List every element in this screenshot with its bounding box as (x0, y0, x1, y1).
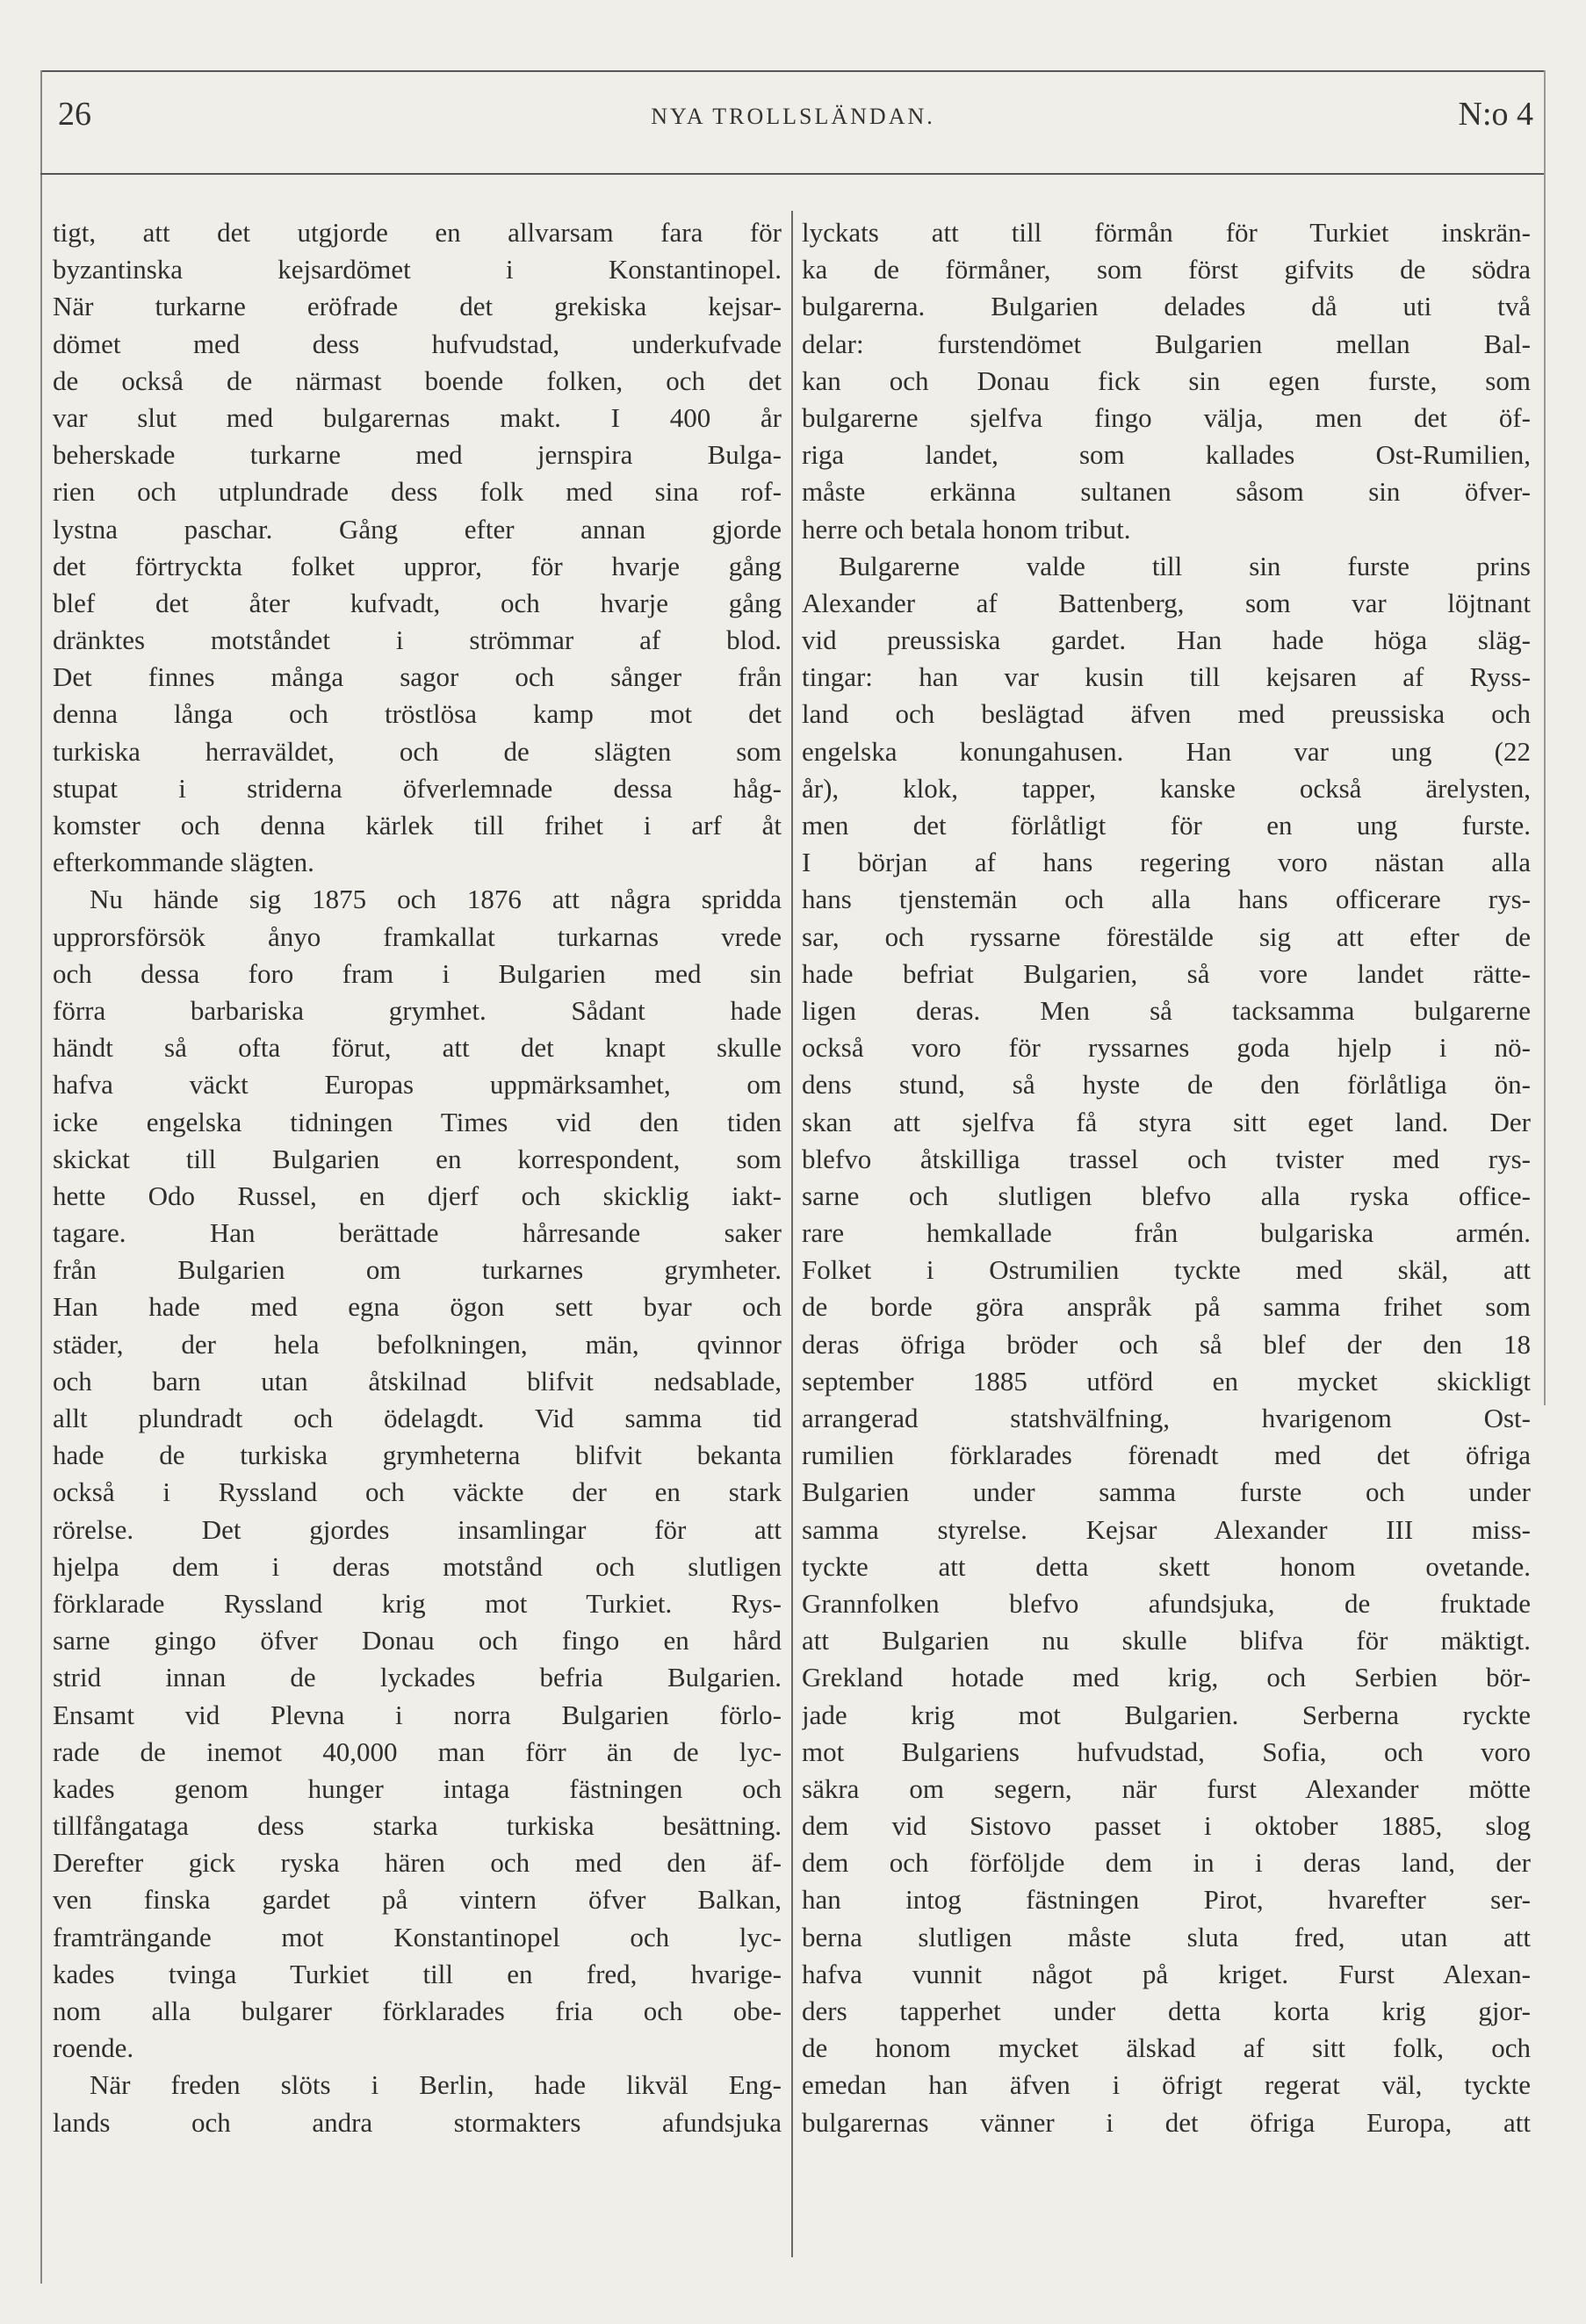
text-line: blefvo åtskilliga trassel och tvister med rys- (802, 1143, 1531, 1174)
text-line: icke engelska tidningen Times vid den tiden (53, 1106, 782, 1137)
text-line: lyckats att till förmån för Turkiet inskrän- (802, 217, 1531, 248)
text-line: de borde göra anspråk på samma frihet som (802, 1291, 1531, 1323)
text-line: skan att sjelfva få styra sitt eget land. Der (802, 1106, 1531, 1137)
text-line: beherskade turkarne med jernspira Bulga- (53, 439, 782, 471)
text-line: bulgarerne sjelfva fingo välja, men det öf- (802, 401, 1531, 433)
text-line: denna långa och tröstlösa kamp mot det (53, 698, 782, 730)
text-line: När turkarne eröfrade det grekiska kejsar- (53, 291, 782, 322)
text-line: Nu hände sig 1875 och 1876 att några spridda (90, 884, 782, 915)
text-line: deras öfriga bröder och så blef der den 18 (802, 1328, 1531, 1360)
text-line: och dessa foro fram i Bulgarien med sin (53, 957, 782, 989)
left-border (40, 70, 42, 2284)
page-number: 26 (58, 96, 91, 133)
text-line: ders tapperhet under detta korta krig gjor- (802, 1996, 1531, 2026)
text-line: rare hemkallade från bulgariska armén. (802, 1217, 1531, 1249)
text-line: dömet med dess hufvudstad, underkufvade (53, 328, 782, 359)
text-line: städer, der hela befolkningen, män, qvinnor (53, 1328, 782, 1360)
text-line: emedan han äfven i öfrigt regerat väl, tyckte (802, 2069, 1531, 2101)
text-line: bulgarerna. Bulgarien delades då uti två (802, 291, 1531, 322)
text-line: hade befriat Bulgarien, så vore landet rätte- (802, 957, 1531, 989)
text-line: roende. (53, 2032, 134, 2064)
left-column (53, 214, 782, 2141)
text-line: dens stund, så hyste de den förlåtliga ön- (802, 1069, 1531, 1101)
right-column (802, 214, 1531, 2141)
text-line: turkiska herraväldet, och de slägten som (53, 735, 782, 767)
text-line: allt plundradt och ödelagdt. Vid samma tid (53, 1403, 782, 1433)
text-line: och barn utan åtskilnad blifvit nedsablade, (53, 1365, 782, 1397)
text-line: skickat till Bulgarien en korrespondent, som (53, 1143, 782, 1174)
text-line: de också de närmast boende folken, och det (53, 364, 782, 396)
text-line: byzantinska kejsardömet i Konstantinopel. (53, 254, 782, 285)
right-border (1544, 70, 1546, 1405)
text-line: måste erkänna sultanen såsom sin öfver- (802, 476, 1531, 508)
text-line: de honom mycket älskad af sitt folk, och (802, 2032, 1531, 2064)
text-line: hjelpa dem i deras motstånd och slutligen (53, 1550, 782, 1582)
text-line: mot Bulgariens hufvudstad, Sofia, och voro (802, 1736, 1531, 1767)
header-rule (40, 173, 1544, 175)
text-line: dränktes motståndet i strömmar af blod. (53, 624, 782, 656)
text-line: strid innan de lyckades befria Bulgarien. (53, 1662, 782, 1693)
issue-number: N:o 4 (1458, 96, 1533, 133)
text-line: september 1885 utförd en mycket skickligt (802, 1365, 1531, 1397)
text-line: sarne och slutligen blefvo alla ryska office- (802, 1180, 1531, 1211)
text-line: att Bulgarien nu skulle blifva för mäktigt. (802, 1625, 1531, 1656)
text-line: komster och denna kärlek till frihet i arf åt (53, 810, 782, 841)
text-line: förklarade Ryssland krig mot Turkiet. Rys- (53, 1587, 782, 1619)
text-line: Bulgarien under samma furste och under (802, 1476, 1531, 1508)
text-line: hette Odo Russel, en djerf och skicklig iakt- (53, 1180, 782, 1211)
text-line: hans tjenstemän och alla hans officerare rys- (802, 884, 1531, 915)
text-line: herre och betala honom tribut. (802, 513, 1131, 545)
text-line: år), klok, tapper, kanske också ärelysten, (802, 772, 1531, 804)
running-title: NYA TROLLSLÄNDAN. (651, 104, 935, 129)
page-header (42, 95, 1544, 148)
text-line: ven finska gardet på vintern öfver Balkan, (53, 1884, 782, 1916)
text-line: sarne gingo öfver Donau och fingo en hård (53, 1625, 782, 1656)
text-line: rade de inemot 40,000 man förr än de lyc- (53, 1736, 782, 1767)
text-line: ligen deras. Men så tacksamma bulgarerne (802, 994, 1531, 1026)
text-line: riga landet, som kallades Ost-Rumilien, (802, 439, 1531, 471)
text-line: berna slutligen måste sluta fred, utan att (802, 1921, 1531, 1952)
text-line: också voro för ryssarnes goda hjelp i nö- (802, 1032, 1531, 1064)
column-divider (791, 211, 793, 2257)
text-line: men det förlåtligt för en ung furste. (802, 810, 1531, 841)
text-line: var slut med bulgarernas makt. I 400 år (53, 401, 782, 433)
text-line: efterkommande slägten. (53, 847, 314, 878)
text-line: samma styrelse. Kejsar Alexander III miss- (802, 1513, 1531, 1545)
text-line: från Bulgarien om turkarnes grymheter. (53, 1254, 782, 1286)
text-line: framträngande mot Konstantinopel och lyc- (53, 1921, 782, 1952)
text-line: Han hade med egna ögon sett byar och (53, 1291, 782, 1323)
text-line: stupat i striderna öfverlemnade dessa håg- (53, 772, 782, 804)
text-line: Ensamt vid Plevna i norra Bulgarien förlo- (53, 1699, 782, 1730)
text-line: rien och utplundrade dess folk med sina rof- (53, 476, 782, 508)
text-line: hafva vunnit något på kriget. Furst Alexan- (802, 1958, 1531, 1989)
text-line: hade de turkiska grymheterna blifvit bekanta (53, 1440, 782, 1471)
text-line: händt så ofta förut, att det knapt skulle (53, 1032, 782, 1064)
text-line: blef det åter kufvadt, och hvarje gång (53, 587, 782, 618)
text-line: upprorsförsök ånyo framkallat turkarnas vrede (53, 920, 782, 952)
text-line: Alexander af Battenberg, som var löjtnant (802, 587, 1531, 618)
text-line: tingar: han var kusin till kejsaren af Ryss- (802, 661, 1531, 693)
text-line: Bulgarerne valde till sin furste prins (839, 550, 1531, 581)
text-line: I början af hans regering voro nästan alla (802, 847, 1531, 878)
text-line: rumilien förklarades förenadt med det öfriga (802, 1440, 1531, 1471)
text-line: tagare. Han berättade hårresande saker (53, 1217, 782, 1249)
text-line: jade krig mot Bulgarien. Serberna ryckte (802, 1699, 1531, 1730)
text-line: förra barbariska grymhet. Sådant hade (53, 994, 782, 1026)
text-line: dem och förföljde dem in i deras land, der (802, 1847, 1531, 1879)
text-line: Grannfolken blefvo afundsjuka, de fruktade (802, 1587, 1531, 1619)
text-line: kan och Donau fick sin egen furste, som (802, 364, 1531, 396)
text-line: land och beslägtad äfven med preussiska och (802, 698, 1531, 730)
text-line: lystna paschar. Gång efter annan gjorde (53, 513, 782, 545)
text-line: tigt, att det utgjorde en allvarsam fara för (53, 217, 782, 248)
text-line: Det finnes många sagor och sånger från (53, 661, 782, 693)
text-line: han intog fästningen Pirot, hvarefter ser- (802, 1884, 1531, 1916)
text-line: När freden slöts i Berlin, hade likväl Eng- (90, 2069, 782, 2101)
text-line: delar: furstendömet Bulgarien mellan Bal- (802, 328, 1531, 359)
text-line: kades tvinga Turkiet till en fred, hvarige- (53, 1958, 782, 1989)
text-line: tillfångataga dess starka turkiska besättning. (53, 1810, 782, 1842)
top-rule (40, 70, 1544, 72)
text-line: också i Ryssland och väckte der en stark (53, 1476, 782, 1508)
text-line: rörelse. Det gjordes insamlingar för att (53, 1513, 782, 1545)
text-line: dem vid Sistovo passet i oktober 1885, slog (802, 1810, 1531, 1842)
text-line: lands och andra stormakters afundsjuka (53, 2106, 782, 2138)
text-line: Folket i Ostrumilien tyckte med skäl, att (802, 1254, 1531, 1286)
text-line: nom alla bulgarer förklarades fria och obe- (53, 1996, 782, 2026)
text-line: kades genom hunger intaga fästningen och (53, 1772, 782, 1804)
text-line: ka de förmåner, som först gifvits de södra (802, 254, 1531, 285)
text-line: tyckte att detta skett honom ovetande. (802, 1550, 1531, 1582)
text-line: sar, och ryssarne förestälde sig att efter de (802, 920, 1531, 952)
text-line: hafva väckt Europas uppmärksamhet, om (53, 1069, 782, 1101)
text-line: bulgarernas vänner i det öfriga Europa, att (802, 2106, 1531, 2138)
text-line: Grekland hotade med krig, och Serbien bör- (802, 1662, 1531, 1693)
text-line: Derefter gick ryska hären och med den äf- (53, 1847, 782, 1879)
text-line: säkra om segern, när furst Alexander mötte (802, 1772, 1531, 1804)
text-line: arrangerad statshvälfning, hvarigenom Ost- (802, 1403, 1531, 1433)
text-line: vid preussiska gardet. Han hade höga släg- (802, 624, 1531, 656)
text-line: det förtryckta folket uppror, för hvarje gång (53, 550, 782, 581)
text-line: engelska konungahusen. Han var ung (22 (802, 735, 1531, 767)
